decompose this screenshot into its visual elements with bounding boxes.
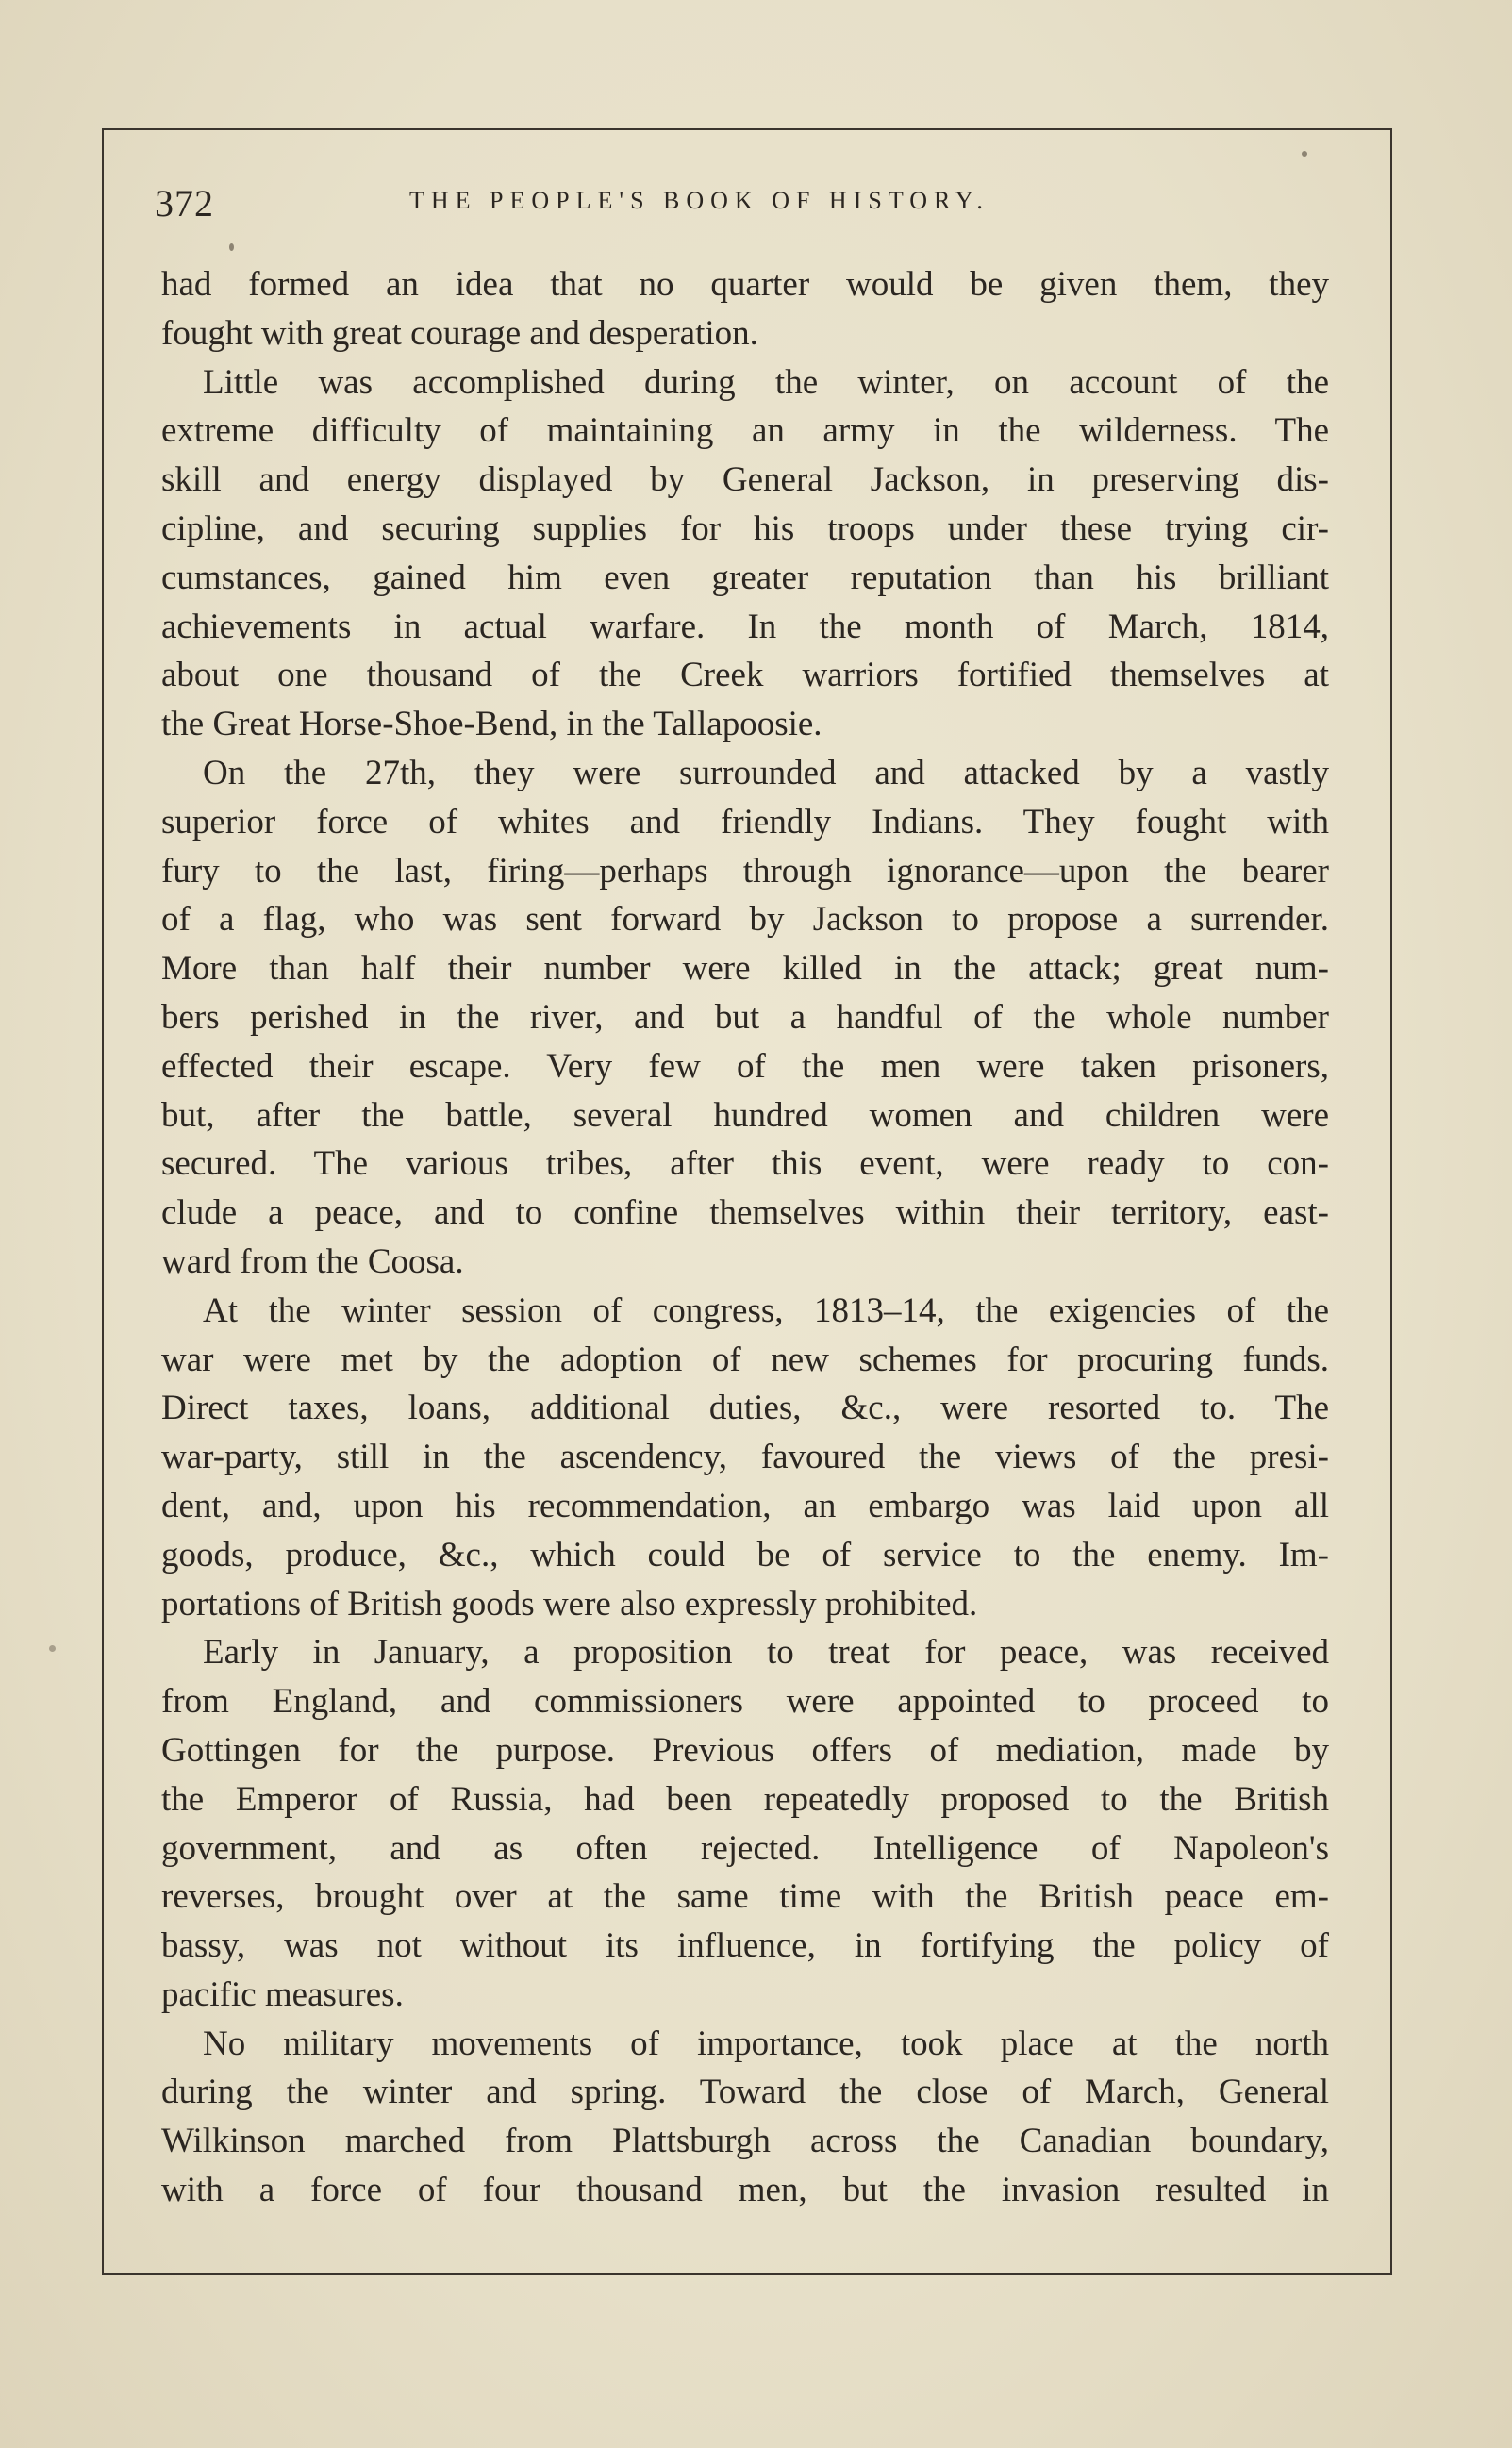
text-line: Early in January, a proposition to treat for peace, was received	[203, 1633, 1329, 1673]
text-line: ward from the Coosa.	[161, 1241, 464, 1281]
text-line: On the 27th, they were surrounded and attacked by a vastly	[203, 753, 1329, 792]
text-line: during the winter and spring. Toward the close of March, General	[161, 2073, 1329, 2112]
text-line: goods, produce, &c., which could be of service to the enemy. Im-	[161, 1535, 1329, 1574]
text-line: cipline, and securing supplies for his troops under these trying cir-	[161, 508, 1329, 548]
text-line: No military movements of importance, took place at the north	[203, 2023, 1329, 2063]
text-line: effected their escape. Very few of the men were taken prisoners,	[161, 1046, 1329, 1086]
text-line: war-party, still in the ascendency, favoured the views of the presi-	[161, 1438, 1329, 1477]
text-line: At the winter session of congress, 1813–14, the exigencies of the	[203, 1291, 1329, 1330]
text-line: portations of British goods were also expressly prohibited.	[161, 1584, 978, 1624]
running-title: THE PEOPLE'S BOOK OF HISTORY.	[409, 187, 989, 214]
text-line: Direct taxes, loans, additional duties, &c., were resorted to. The	[161, 1389, 1329, 1428]
text-line: Wilkinson marched from Plattsburgh across the Canadian boundary,	[161, 2122, 1329, 2161]
text-line: dent, and, upon his recommendation, an embargo was laid upon all	[161, 1486, 1329, 1525]
body-text	[161, 260, 1329, 2215]
text-line: secured. The various tribes, after this event, were ready to con-	[161, 1144, 1329, 1184]
text-line: but, after the battle, several hundred women and children were	[161, 1095, 1329, 1135]
text-line: clude a peace, and to confine themselves within their territory, east-	[161, 1193, 1329, 1233]
text-line: had formed an idea that no quarter would be given them, they	[161, 265, 1329, 304]
text-line: from England, and commissioners were appointed to proceed to	[161, 1682, 1329, 1722]
text-line: More than half their number were killed in the attack; great num-	[161, 949, 1329, 989]
text-line: reverses, brought over at the same time with the British peace em-	[161, 1877, 1329, 1917]
text-line: Gottingen for the purpose. Previous offers of mediation, made by	[161, 1730, 1329, 1770]
ink-speck	[49, 1645, 56, 1652]
page-number: 372	[155, 182, 214, 225]
running-head	[155, 181, 1343, 238]
text-line: bers perished in the river, and but a handful of the whole number	[161, 997, 1329, 1037]
text-line: the Emperor of Russia, had been repeatedly proposed to the British	[161, 1779, 1329, 1819]
text-line: skill and energy displayed by General Jackson, in preserving dis-	[161, 460, 1329, 500]
text-line: the Great Horse-Shoe-Bend, in the Tallapoosie.	[161, 705, 822, 744]
text-line: fury to the last, firing—perhaps through ignorance—upon the bearer	[161, 851, 1329, 891]
text-line: government, and as often rejected. Intelligence of Napoleon's	[161, 1828, 1329, 1868]
text-line: bassy, was not without its influence, in fortifying the policy of	[161, 1926, 1329, 1966]
text-line: about one thousand of the Creek warriors fortified themselves at	[161, 656, 1329, 695]
text-line: Little was accomplished during the winter, on account of the	[203, 362, 1329, 402]
text-line: cumstances, gained him even greater reputation than his brilliant	[161, 558, 1329, 597]
text-line: with a force of four thousand men, but the invasion resulted in	[161, 2171, 1329, 2210]
text-line: fought with great courage and desperation.	[161, 313, 758, 353]
ink-speck	[1302, 151, 1307, 157]
text-line: war were met by the adoption of new schemes for procuring funds.	[161, 1340, 1329, 1379]
text-line: extreme difficulty of maintaining an army in the wilderness. The	[161, 411, 1329, 451]
ink-speck	[229, 243, 234, 251]
text-line: achievements in actual warfare. In the month of March, 1814,	[161, 607, 1329, 646]
text-line: pacific measures.	[161, 1974, 404, 2014]
text-line: of a flag, who was sent forward by Jackson to propose a surrender.	[161, 900, 1329, 940]
text-line: superior force of whites and friendly Indians. They fought with	[161, 802, 1329, 841]
